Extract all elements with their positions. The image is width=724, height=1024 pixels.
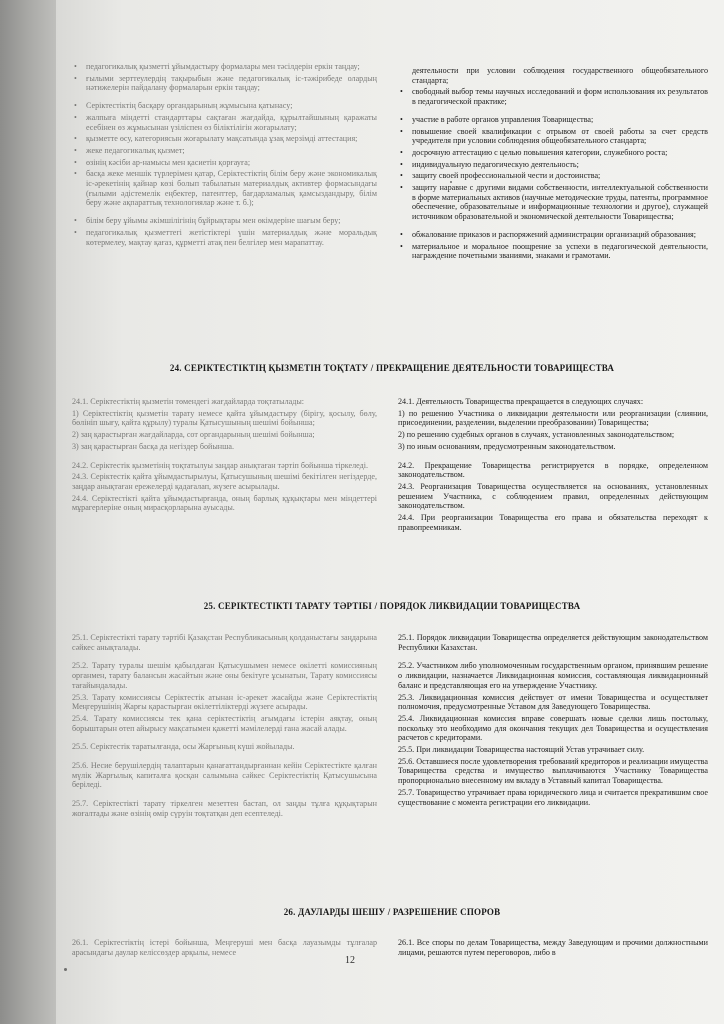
ru-section-26	[398, 938, 708, 959]
ru-section-25	[398, 633, 708, 809]
kz-paragraph: 1) Серіктестіктің қызметін тарату немесе қайта ұйымдастыру (бірігу, қосылу, бөлу, бөлініп шығу, қайта құрылу) туралы Қатысушының шешімі бойынша;	[72, 408, 377, 428]
kz-paragraph: 25.7. Серіктестікті тарату тіркелген мезеттен бастап, ол заңды тұлға құқықтарын жоғалтады және өзінің өмір сүруін тоқтатқан деп есептеледі.	[72, 799, 377, 818]
ru-paragraph: 25.2. Участником либо уполномоченным государственным органом, принявшим решение о ликвидации, назначается Ликвидационная комиссия, составляющая ликвидационный баланс и представляющая его на утверждение Участнику.	[398, 661, 708, 690]
ru-paragraph: 2) по решению судебных органов в случаях, установленных законодательством;	[398, 430, 675, 440]
kz-paragraph: 24.3. Серіктестік қайта ұйымдастырылуы, Қатысушының шешімі бекітілген негіздерде, заңдар анықтаған ережелерді қадағалап, жүзеге асырылады.	[72, 472, 377, 491]
ru-rights-column	[398, 66, 708, 263]
ru-paragraph: 24.1. Деятельность Товарищества прекращается в следующих случаях:	[398, 397, 644, 406]
ru-right-item: • участие в работе органов управления Товарищества;	[398, 115, 708, 125]
kz-right-item: • педагогикалық қызметті ұйымдастыру формалары мен тәсілдерін еркін таңдау;	[72, 62, 377, 72]
kz-paragraph: 24.1. Серіктестіктің қызметін төмендегі жағдайларда тоқтатылады:	[72, 397, 305, 406]
section-heading-24: 24. СЕРІКТЕСТІКТІҢ ҚЫЗМЕТІН ТОҚТАТУ / ПРЕКРАЩЕНИЕ ДЕЯТЕЛЬНОСТИ ТОВАРИЩЕСТВА	[169, 363, 615, 373]
ru-paragraph: 25.5. При ликвидации Товарищества настоящий Устав утрачивает силу.	[398, 745, 645, 755]
kz-paragraph: 25.3. Тарату комиссиясы Серіктестік атынан іс-әрекет жасайды және Серіктестіктің Меңгерушінің Жарғы қарастырған өкілеттіліктерді жүзеге асырады.	[72, 692, 377, 712]
kz-rights-column	[72, 62, 377, 249]
section-heading-25: 25. СЕРІКТЕСТІКТІ ТАРАТУ ТӘРТІБІ / ПОРЯДОК ЛИКВИДАЦИИ ТОВАРИЩЕСТВА	[203, 601, 581, 611]
kz-right-item: • ғылыми зерттеулердің тақырыбын және педагогикалық іс-тәжірибеде олардың нәтижелерін пайдалану формаларын еркін таңдау;	[72, 74, 377, 93]
kz-right-item: • Серіктестіктің басқару органдарының жұмысына қатынасу;	[72, 101, 377, 111]
ru-right-item: • защиту своей профессиональной чести и достоинства;	[398, 171, 708, 181]
ru-right-item: • обжалование приказов и распоряжений администрации организаций образования;	[398, 230, 708, 240]
ru-right-item: • свободный выбор темы научных исследований и форм использования их результатов в педагогической практике;	[398, 87, 708, 106]
scan-speck	[450, 181, 452, 183]
ru-paragraph: 24.3. Реорганизация Товарищества осуществляется на основаниях, установленных решением Участника, с соблюдением правил, определенных действующим законодательством.	[398, 481, 708, 511]
ru-right-item: • повышение своей квалификации с отрывом от своей работы за счет средств учредителя при условии соблюдения общеобязательного стандарта;	[398, 127, 708, 146]
kz-paragraph: 25.1. Серіктестікті тарату тәртібі Қазақстан Республикасының қолданыстағы заңдарына сәйкес анықталады.	[72, 633, 377, 652]
kz-paragraph: 2) заң қарастырған жағдайларда, сот органдарының шешімі бойынша;	[72, 430, 315, 440]
kz-paragraph: 24.4. Серіктестікті қайта ұйымдастырғанда, оның барлық құқықтары мен міндеттері мұрагерлеріне оның мирасқорларына ауысады.	[72, 493, 377, 513]
ru-right-item: • индивидуальную педагогическую деятельность;	[398, 160, 708, 170]
ru-right-item: • досрочную аттестацию с целью повышения категории, служебного роста;	[398, 148, 708, 158]
binding-shadow	[0, 0, 64, 1024]
kz-right-item: • өзінің кәсіби ар-намысы мен қасиетін қорғауға;	[72, 158, 377, 168]
kz-right-item: • педагогикалық қызметтегі жетістіктері үшін материалдық және моральдық көтермелеу, мақтау қағаз, құрметті атақ пен белгілер мен марапаттау.	[72, 228, 377, 247]
kz-paragraph: 25.4. Тарату комиссиясы тек қана серіктестіктің ағымдағы істерін аяқтау, оның борыштарын өтеп айырысу мақсатымен қажетті мәмілелерді ғана жасай алады.	[72, 713, 377, 733]
kz-right-item: • білім беру ұйымы әкімшілігінің бұйрықтары мен өкімдеріне шағым беру;	[72, 216, 377, 226]
scan-speck	[64, 968, 67, 971]
kz-section-25	[72, 633, 377, 821]
kz-right-item: • жеке педагогикалық қызмет;	[72, 146, 377, 156]
ru-paragraph: 3) по иным основаниям, предусмотренным законодательством.	[398, 441, 616, 451]
ru-paragraph: 25.6. Оставшиеся после удовлетворения требований кредиторов и реализации имущества Товарищества средства и имущество выплачиваются Участнику Товарищества пропорционально внесенному им вкладу в Уставный капитал Товарищества.	[398, 756, 708, 786]
ru-paragraph: 1) по решению Участника о ликвидации деятельности или реорганизации (слиянии, присоединении, разделении, выделении преобразовании) Товарищества;	[398, 408, 708, 428]
ru-paragraph: 25.1. Порядок ликвидации Товарищества определяется действующим законодательством Республики Казахстан.	[398, 633, 708, 652]
kz-section-24	[72, 397, 377, 515]
section-heading-26: 26. ДАУЛАРДЫ ШЕШУ / РАЗРЕШЕНИЕ СПОРОВ	[283, 907, 501, 917]
ru-paragraph: 24.4. При реорганизации Товарищества его права и обязательства переходят к правопреемникам.	[398, 513, 708, 532]
ru-paragraph-26-1: 26.1. Все споры по делам Товарищества, между Заведующим и прочими должностными лицами, решаются путем переговоров, либо в	[398, 938, 708, 957]
kz-right-item: • басқа жеке меншік түрлерімен қатар, Серіктестіктің білім беру және экономикалық іс-әрекетінің қайнар көзі болып табылатын материалдық активтер формасындағы (ғылыми әдістемелік еңбектер, патенттер, бағдарламалық қамсыздандыру, білім беру және ақпараттық технологиялар және т. б.);	[72, 169, 377, 208]
ru-paragraph: 25.4. Ликвидационная комиссия вправе совершать новые сделки лишь постольку, поскольку это необходимо для окончания текущих дел Товарищества и осуществления расчетов с кредиторами.	[398, 713, 708, 743]
ru-right-item: • материальное и моральное поощрение за успехи в педагогической деятельности, награждение почетными званиями, знаками и грамотами.	[398, 242, 708, 261]
ru-right-item: • защиту наравне с другими видами собственности, интеллектуальной собственности в форме материальных активов (научные методические труды, патенты, программное обеспечение, образовательные и информационные технологии и другое), служащей источником образовательной и экономической деятельности Товарищества;	[398, 183, 708, 222]
kz-paragraph: 24.2. Серіктестік қызметінің тоқтатылуы заңдар анықтаған тәртіп бойынша тіркеледі.	[72, 460, 369, 470]
kz-paragraph-26-1: 26.1. Серіктестіктің істері бойынша, Меңгеруші мен басқа лауазымды тұлғалар арасындағы даулар келіссөздер арқылы, немесе	[72, 938, 377, 957]
ru-rights-lead: деятельности при условии соблюдения государственного общеобязательного стандарта;	[412, 66, 708, 85]
kz-section-26	[72, 938, 377, 959]
kz-right-item: • жалпыға міндетті стандарттары сақтаған жағдайда, құрылтайшының қаражаты есебінен өз жұмысынан үзіліспен өз біліктілігін жоғарылату;	[72, 113, 377, 132]
kz-right-item: • қызметте өсу, категориясын жоғарылату мақсатында ұзақ мерзімді аттестация;	[72, 134, 377, 144]
kz-paragraph: 25.5. Серіктестік таратылғанда, осы Жарғының күші жойылады.	[72, 742, 295, 752]
ru-paragraph: 25.7. Товарищество утрачивает права юридического лица и считается прекратившим свое существование с момента регистрации его ликвидации.	[398, 787, 708, 807]
kz-paragraph: 25.2. Тарату туралы шешім қабылдаған Қатысушымен немесе өкілетті комиссияның органмен, тарату балансын жасайтын және оны бекітуге ұсынатын, Тарату комиссиясы тағайындалады.	[72, 661, 377, 690]
ru-paragraph: 24.2. Прекращение Товарищества регистрируется в порядке, определенном законодательством.	[398, 460, 708, 480]
ru-section-24	[398, 397, 708, 534]
ru-paragraph: 25.3. Ликвидационная комиссия действует от имени Товарищества и осуществляет полномочия, предусмотренные Уставом для Заведующего Товарищества.	[398, 692, 708, 712]
kz-paragraph: 3) заң қарастырған басқа да негіздер бойынша.	[72, 441, 234, 451]
kz-paragraph: 25.6. Несие берушілердің талаптарын қанағаттандырғаннан кейін Серіктестікте қалған мүлік Жарғылық капиталға қосқан салымына сәйкес Серіктестіктің Қатысушысына беріледі.	[72, 761, 377, 790]
page-number: 12	[345, 955, 355, 966]
